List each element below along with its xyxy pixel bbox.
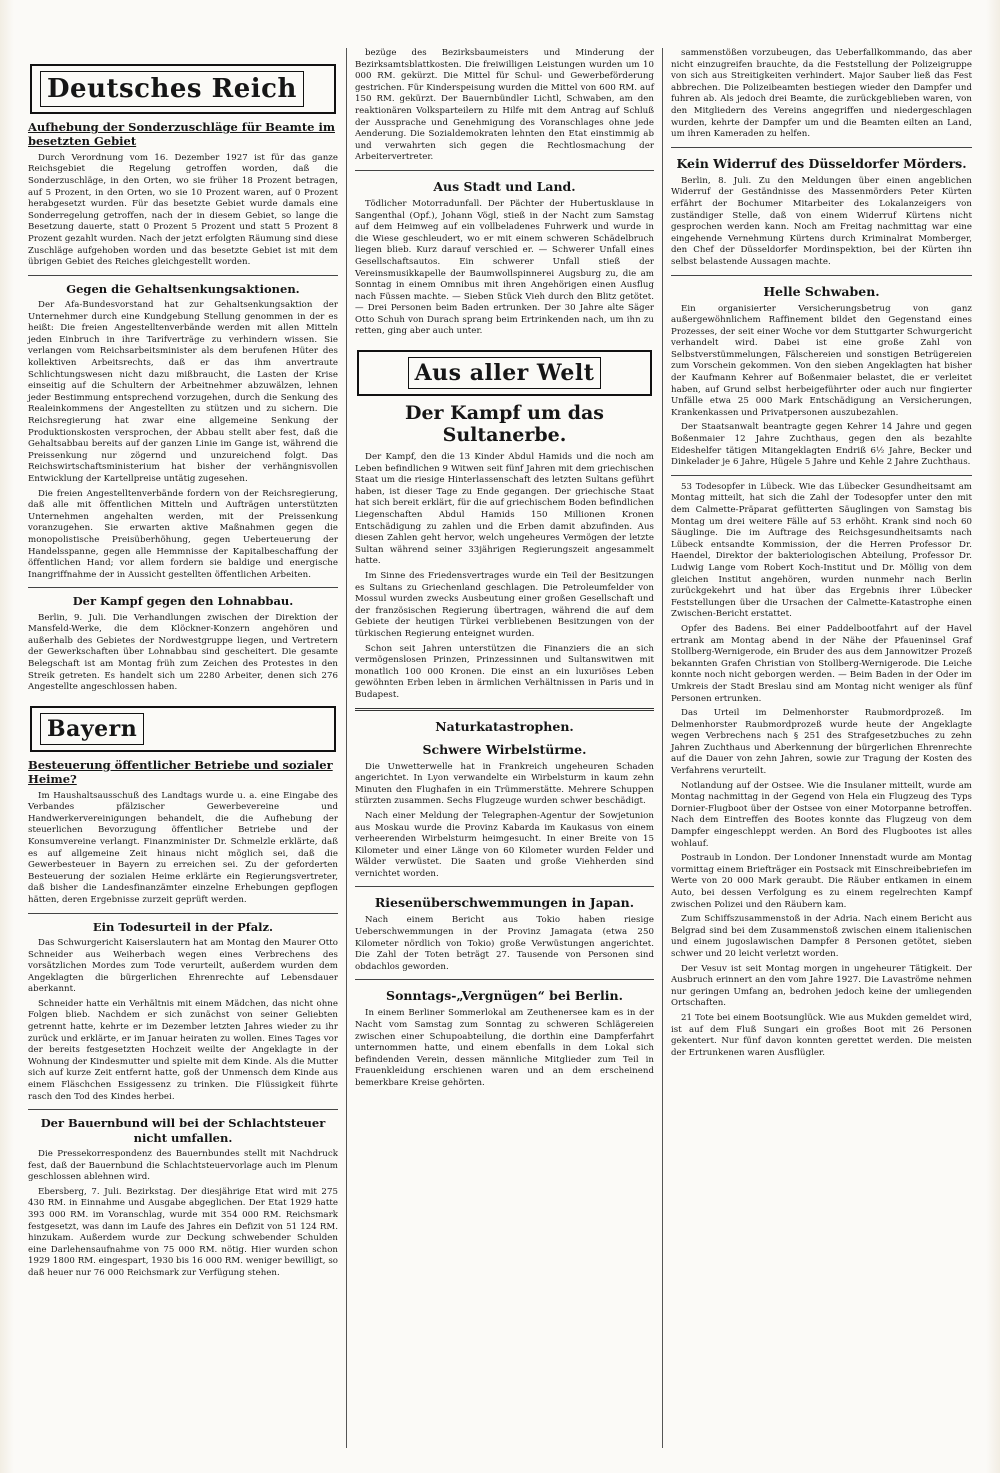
column-3 — [662, 48, 980, 1448]
divider — [28, 587, 338, 588]
article-text: Nach einem Bericht aus Tokio haben riesige Ueberschwemmungen in der Provinz Jamagata (etwa 250 Kilometer nördlich von Tokio) große Verwüstungen angerichtet. Die Zahl der Toten beträgt 27. Tausende von Personen sind obdachlos geworden. — [355, 915, 654, 972]
article-text: Durch Verordnung vom 16. Dezember 1927 ist für das ganze Reichsgebiet die Regelung getroffen worden, daß die Sonderzuschläge, in den Orten, wo sie früher 18 Prozent betragen, auf 5 Prozent, in den Orten, wo sie 10 Prozent waren, auf 0 Prozent herabgesetzt wurden. Für das besetzte Gebiet wurde damals eine Sonderregelung getroffen, nach der in diesem Gebiet, so lange die Besetzung dauerte, statt 0 Prozent 5 Prozent und statt 5 Prozent 8 Prozent gezahlt wurden. Nach der jetzt erfolgten Räumung sind diese Zuschläge aufgehoben worden und das besetzte Gebiet ist mit dem übrigen Gebiet des Reiches gleichgestellt worden. — [28, 152, 338, 268]
divider — [671, 275, 972, 276]
article-text: Ebersberg, 7. Juli. Bezirkstag. Der diesjährige Etat wird mit 275 430 RM. in Einnahme und Ausgabe abgeglichen. Der Etat 1929 hatte 393 000 RM. im Voranschlag, wurde mit 354 000 RM. Reichsmark festgesetzt, was dann im Laufe des Jahres ein Defizit von 51 124 RM. hinzukam. Außerdem wurde zur Deckung schwebender Schulden eine Darlehensaufnahme von 75 000 RM. nötig. Hier wurden schon 1929 1800 RM. eingespart, 1930 bis 16 000 RM. weniger bewilligt, so daß heuer nur 76 000 Reichsmark zur Verfügung stehen. — [28, 1186, 338, 1278]
headline: Gegen die Gehaltsenkungsaktionen. — [66, 281, 300, 296]
article-text: In einem Berliner Sommerlokal am Zeuthenersee kam es in der Nacht vom Samstag zum Sonntag zu schweren Schlägereien zwischen einer Schupoabteilung, die dorthin eine Dampferfahrt unternommen hatte, und einem ebenfalls in dem Lokal sich befindenden Verein, dessen männliche Mitglieder zum Teil in Frauenkleidung erschienen waren und an dem erscheinend bemerkbare Kreise gehörten. — [355, 1008, 654, 1088]
divider — [671, 147, 972, 148]
article-text: Die freien Angestelltenverbände fordern von der Reichsregierung, daß alle mit öffentlichen Mitteln und Aufträgen unterstützten Unternehmen angehalten werden, mit der Preissenkung voranzugehen. Sie erwarten aktive Maßnahmen gegen die monopolistische Preisüberhöhung, gegen Ueberteuerung der Handelsspanne, gegen alle Hemmnisse der Kapitalbeschaffung der öffentlichen Hand; vor allem fordern sie baldige und energische Inangriffnahme der in Aussicht gestellten öffentlichen Arbeiten. — [28, 488, 338, 580]
divider — [28, 275, 338, 276]
headline: Riesenüberschwemmungen in Japan. — [374, 895, 635, 911]
article-text: Postraub in London. Der Londoner Innenstadt wurde am Montag vormittag einem Briefträger ein Postsack mit Einschreibebriefen im Werte von 20 000 Mark geraubt. Die Räuber entkamen in einem Auto, bei dessen Verfolgung es zu einem regelrechten Kampf zwischen Polizei und den Räubern kam. — [671, 853, 972, 910]
article-text: Notlandung auf der Ostsee. Wie die Insulaner mitteilt, wurde am Montag nachmittag in der Gegend von Hela ein Flugzeug des Typs Dornier-Flugboot über der Ostsee von einer Motorpanne betroffen. Nach dem Eintreffen des Bootes konnte das Flugzeug von dem Dampfer eingeschleppt werden. An Bord des Flugbootes ist alles wohlauf. — [671, 780, 972, 849]
headline-main: Der Kampf um das Sultanerbe. — [404, 402, 605, 447]
article-text: Tödlicher Motorradunfall. Der Pächter der Hubertusklause in Sangenthal (Opf.), Johann Vögl, stieß in der Nacht zum Samstag auf dem Heimweg auf ein vollbeladenes Fuhrwerk und wurde in die Wiese geschleudert, wo er mit einem schweren Schädelbruch liegen blieb. Kurz darauf verschied er. — Schwerer Unfall eines Gesellschaftsautos. Ein schwerer Unfall stieß der Vereinsmusikkapelle der Baumwollspinnerei Augsburg zu, die am Sonntag in einem Omnibus mit ihren Angehörigen einen Ausflug nach Füssen machte. — Sieben Stück Vieh durch den Blitz getötet. — Drei Personen beim Baden ertrunken. Der 30 Jahre alte Säger Otto Schuh von Durach sprang beim Ertrinkenden nach, um ihn zu retten, ging aber auch unter. — [355, 198, 654, 337]
column-2 — [346, 48, 662, 1448]
article-text: Die Pressekorrespondenz des Bauernbundes stellt mit Nachdruck fest, daß der Bauernbund die Schlachtsteuervorlage auch im Plenum geschlossen ablehnen wird. — [28, 1148, 338, 1183]
headline: Kein Widerruf des Düsseldorfer Mörders. — [676, 155, 967, 171]
article-text: Im Sinne des Friedensvertrages wurde ein Teil der Besitzungen es Sultans zu Griechenland geschlagen. Die Petroleumfelder von Mossul wurden zwecks Ausbeutung einer großen Gesellschaft und der französischen Regierung übertragen, während die auf dem Gebiete der heutigen Türkei verbliebenen Besitzungen von der türkischen Regierung enteignet wurden. — [355, 571, 654, 639]
headline: Helle Schwaben. — [763, 283, 880, 299]
columns — [20, 48, 982, 1448]
article-text: Das Urteil im Delmenhorster Raubmordprozeß. Im Delmenhorster Raubmordprozeß wurde heute der Angeklagte wegen Verbrechens nach § 251 des Strafgesetzbuches zu zehn Jahren Zuchthaus und Aberkennung der bürgerlichen Ehrenrechte auf die Dauer von zehn Jahren, sowie zur Tragung der Kosten des Verfahrens verurteilt. — [671, 708, 972, 777]
divider — [28, 1109, 338, 1110]
headline: Besteuerung öffentlicher Betriebe und sozialer Heime? — [28, 757, 333, 787]
article-text: Der Kampf, den die 13 Kinder Abdul Hamids und die noch am Leben befindlichen 9 Witwen seit fünf Jahren mit dem griechischen Staat um die riesige Hinterlassenschaft des letzten Sultans geführt haben, ist dieser Tage zu Ende gegangen. Der griechische Staat hat sich bereit erklärt, für die auf griechischem Boden befindlichen Liegenschaften Abdul Hamids 150 Millionen Kronen Entschädigung zu zahlen und die Erben damit abzufinden. Aus diesen Zahlen geht hervor, welch ungeheures Vermögen der letzte Sultan während seiner 33jährigen Regierungszeit angesammelt hatte. — [355, 452, 654, 567]
headline: Der Kampf gegen den Lohnabbau. — [72, 594, 294, 609]
section-title-text: Bayern — [40, 713, 144, 745]
divider — [355, 886, 654, 887]
article-text: Ein organisierter Versicherungsbetrug von ganz außergewöhnlichem Raffinement bildet den Gegenstand eines Prozesses, der seit einer Woche vor dem Stuttgarter Schwurgericht verhandelt wird. Dabei ist eine große Zahl von Selbstverstümmelungen, Fälschereien und sonstigen Betrügereien zum Vorschein gekommen. Von den sieben Angeklagten hat bisher der Kaufmann Kehrer auf Boßenmaier belastet, die er verleitet haben, auf Grund selbst herbeigeführter oder auch nur fingierter Unfälle etwa 25 000 Mark Entschädigung an Versicherungen, Krankenkassen und Privatpersonen auszubezahlen. — [671, 303, 972, 418]
article-text: Der Afa-Bundesvorstand hat zur Gehaltsenkungsaktion der Unternehmer durch eine Kundgebung Stellung genommen in der es heißt: Die freien Angestelltenverbände werden mit allen Mitteln jeden Einbruch in ihre Tarifverträge zu verhindern wissen. Sie verlangen vom Reichsarbeitsminister als dem berufenen Hüter des kollektiven Arbeitsrechts, daß er das ihm anvertraute Schlichtungswesen nicht dazu mißbraucht, die Lasten der Krise einseitig auf die Schultern der Arbeitnehmer abzuwälzen, lehnen jeder Bestimmung entsprechend vorzugehen, durch die Senkung des Realeinkommens der Angestellten zu stützen und zu sichern. Die Reichsregierung hat zwar eine allgemeine Senkung der Produktionskosten versprochen, der Abbau stellt aber fest, daß die Gehaltsabbau bereits auf der ganzen Linie im Gange ist, während die Preissenkung nur zögernd und unzureichend folgt. Das Reichswirtschaftsministerium hat bisher der verhängnisvollen Entwicklung der Kartellpreise untätig zugesehen. — [28, 300, 338, 484]
headline: Naturkatastrophen. — [435, 718, 574, 734]
paper-edge-left — [0, 0, 14, 1473]
article-text: Der Vesuv ist seit Montag morgen in ungeheurer Tätigkeit. Der Ausbruch erinnert an den vom Jahre 1927. Die Lavaströme nehmen nur geringen Umfang an, bedrohen jedoch keine der umliegenden Ortschaften. — [671, 963, 972, 1009]
article-text: Zum Schiffszusammenstoß in der Adria. Nach einem Bericht aus Belgrad sind bei dem Zusammenstoß zwischen einem italienischen und einem jugoslawischen Dampfer 8 Personen getötet, sieben schwer und 20 leicht verletzt worden. — [671, 914, 972, 959]
headline: Sonntags-„Vergnügen“ bei Berlin. — [386, 988, 623, 1004]
article-text: Schon seit Jahren unterstützen die Finanziers die an sich vermögenslosen Prinzen, Prinzessinnen und Sultanswitwen mit monatlich 100 000 Kronen. Die einst an ein luxuriöses Leben gewöhnten Erben leben in ärmlichen Verhältnissen in Paris und in Budapest. — [355, 643, 654, 700]
divider — [355, 979, 654, 980]
headline: Schwere Wirbelstürme. — [422, 741, 587, 757]
article-text: Das Schwurgericht Kaiserslautern hat am Montag den Maurer Otto Schneider aus Weiherbach wegen eines Verbrechens des vorsätzlichen Mordes zum Tode verurteilt, außerdem wurden dem Angeklagten die bürgerlichen Ehrenrechte auf Lebensdauer aberkannt. — [28, 937, 338, 995]
divider — [355, 708, 654, 711]
headline: Aufhebung der Sonderzuschläge für Beamte im besetzten Gebiet — [28, 120, 335, 149]
article-text: Im Haushaltsausschuß des Landtags wurde u. a. eine Eingabe des Verbandes pfälzischer Gewerbevereine und Handwerkervereinigungen behandelt, die die Aufhebung der steuerlichen Bevorzugung öffentlicher Betriebe und der Konsumvereine verlangt. Finanzminister Dr. Schmelzle erklärte, daß es auf allgemeine Zeit hinaus nicht möglich sei, daß die Gewerbesteuer in Bayern zu erreichen sei. Zu der geforderten Besteuerung der sozialen Heime erklärte ein Regierungsvertreter, daß bisher die Landesfinanzämter einzelne Erhebungen gepflogen hätten, deren Ergebnisse zurzeit geprüft werden. — [28, 790, 338, 905]
section-title-text: Aus aller Welt — [408, 357, 602, 389]
section-title-deutsches-reich — [30, 64, 336, 114]
article-text: Nach einer Meldung der Telegraphen-Agentur der Sowjetunion aus Moskau wurde die Provinz Kabarda im Kaukasus von einem verheerenden Wirbelsturm heimgesucht. In einer Breite von 15 Kilometer und einer Länge von 60 Kilometer wurden Felder und Wälder verwüstet. Die Saaten und große Viehherden sind vernichtet worden. — [355, 810, 654, 879]
section-title-text: Deutsches Reich — [40, 71, 304, 107]
paper-edge-right — [986, 0, 1000, 1473]
article-text: 21 Tote bei einem Bootsunglück. Wie aus Mukden gemeldet wird, ist auf dem Fluß Sungari ein großes Boot mit 26 Personen gekentert. Nur fünf davon konnten gerettet werden. Die meisten der Ertrunkenen waren Ausflügler. — [671, 1012, 972, 1058]
article-text: 53 Todesopfer in Lübeck. Wie das Lübecker Gesundheitsamt am Montag mitteilt, hat sich die Zahl der Todesopfer unter den mit dem Calmette-Präparat gefütterten Säuglingen von Samstag bis Montag um drei weitere Fälle auf 53 erhöht. Krank sind noch 60 Säuglinge. Die im Auftrage des Reichsgesundheitsamts nach Lübeck entsandte Kommission, der die Herren Professor Dr. Haendel, Direktor der bakteriologischen Abteilung, Professor Dr. Ludwig Lange vom Robert Koch-Institut und Dr. Möllig von dem gleichen Institut angehören, wurden nunmehr nach Berlin zurückgekehrt und hat über das Ergebnis ihrer Lübecker Feststellungen über die Ursachen der Calmette-Katastrophe einen Zwischen-Bericht erstattet. — [671, 481, 972, 620]
section-title-aus-aller-welt — [357, 350, 652, 396]
article-text: bezüge des Bezirksbaumeisters und Minderung der Bezirksamtsblattkosten. Die freiwilligen Leistungen wurden um 10 000 RM. gekürzt. Die Mittel für Schul- und Gewerbeförderung gestrichen. Für Kinderspeisung wurden die Mittel von 600 RM. auf 150 RM. gekürzt. Der Bauernbündler Lichtl, Schwaben, am den reaktionären Volksparteilern zu Hilfe mit dem Antrag auf Schluß der Aussprache und Genehmigung des Voranschlages ohne jede Aenderung. Die Sozialdemokraten lehnten den Etat einstimmig ab und verwahrten sich gegen die Rechtlosmachung der Arbeitervertreter. — [355, 48, 654, 163]
section-title-bayern — [30, 706, 336, 752]
article-text: Berlin, 8. Juli. Zu den Meldungen über einen angeblichen Widerruf der Geständnisse des Massenmörders Peter Kürten erfährt der Bochumer Mitarbeiter des Lokalanzeigers von zuständiger Stelle, daß von einem Widerruf Kürtens nicht gesprochen werden kann. Noch am Freitag nachmittag war eine eingehende Vernehmung Kürtens durch Kriminalrat Momberger, den Chef der Düsseldorfer Mordinspektion, bei der Kürten ihn selbst belastende Aussagen machte. — [671, 175, 972, 267]
headline: Der Bauernbund will bei der Schlachtsteuer nicht umfallen. — [40, 1116, 326, 1145]
headline: Aus Stadt und Land. — [433, 178, 576, 194]
article-text: Opfer des Badens. Bei einer Paddelbootfahrt auf der Havel ertrank am Montag abend in der Nähe der Pfaueninsel Graf Stollberg-Wernigerode, ein Bruder des aus dem Jannowitzer Prozeß bekannten Grafen Christian von Stollberg-Wernigerode. Die Leiche konnte noch nicht geborgen werden. — Beim Baden in der Oder im Umkreis der Stadt Breslau sind am Montag nicht weniger als fünf Personen ertrunken. — [671, 623, 972, 704]
divider — [28, 913, 338, 914]
article-text: Der Staatsanwalt beantragte gegen Kehrer 14 Jahre und gegen Boßenmaier 12 Jahre Zuchthaus, gegen den als bezahlte Eideshelfer tätigen Mitangeklagten Endriß 6½ Jahre, Becker und Dinkelader je 6 Jahre, Hügele 5 Jahre und Kehle 2 Jahre Zuchthaus. — [671, 422, 972, 468]
article-text: Berlin, 9. Juli. Die Verhandlungen zwischen der Direktion der Mansfeld-Werke, die dem Klöckner-Konzern angehören und außerhalb des Gebietes der Nordwestgruppe liegen, und Vertretern der Gewerkschaften über Lohnabbau sind gescheitert. Die gesamte Belegschaft ist am Montag früh zum Zeichen des Protestes in den Streik getreten. Es handelt sich um 2280 Arbeiter, denen sich 276 Angestellte angeschlossen haben. — [28, 612, 338, 693]
divider — [355, 170, 654, 171]
divider — [671, 475, 972, 476]
headline: Ein Todesurteil in der Pfalz. — [92, 919, 274, 934]
article-text: sammenstößen vorzubeugen, das Ueberfallkommando, das aber nicht einzugreifen brauchte, da die Feststellung der Polizeigruppe von sich aus Streitigkeiten verhindert. Major Sauber ließ das Fest abbrechen. Die Polizeibeamten bestiegen wieder den Dampfer und fuhren ab. Als jedoch drei Beamte, die zurückgeblieben waren, von den Mitgliedern des Vereins angegriffen und niedergeschlagen wurden, kehrte der Dampfer um und die Beamten eilten an Land, um ihren Kameraden zu helfen. — [671, 48, 972, 140]
article-text: Schneider hatte ein Verhältnis mit einem Mädchen, das nicht ohne Folgen blieb. Nachdem er sich zunächst von seiner Geliebten getrennt hatte, kehrte er im Dezember letzten Jahres wieder zu ihr zurück und erklärte, er im Januar heiraten zu wollen. Eines Tages vor der bereits festgesetzten Hochzeit weilte der Angeklagte in der Wohnung der Kindesmutter und spielte mit dem Kinde. Als die Mutter sich auf kurze Zeit entfernt hatte, goß der Unmensch dem Kinde aus einem Fläschchen Essigessenz zu trinken. Die Flüssigkeit führte rasch den Tod des Kindes herbei. — [28, 998, 338, 1102]
column-1 — [20, 48, 346, 1448]
article-text: Die Unwetterwelle hat in Frankreich ungeheuren Schaden angerichtet. In Lyon verwandelte ein Wirbelsturm in kaum zehn Minuten den Flughafen in ein Trümmerstätte. Mehrere Schuppen stürzten zusammen. Sechs Flugzeuge wurden schwer beschädigt. — [355, 761, 654, 807]
